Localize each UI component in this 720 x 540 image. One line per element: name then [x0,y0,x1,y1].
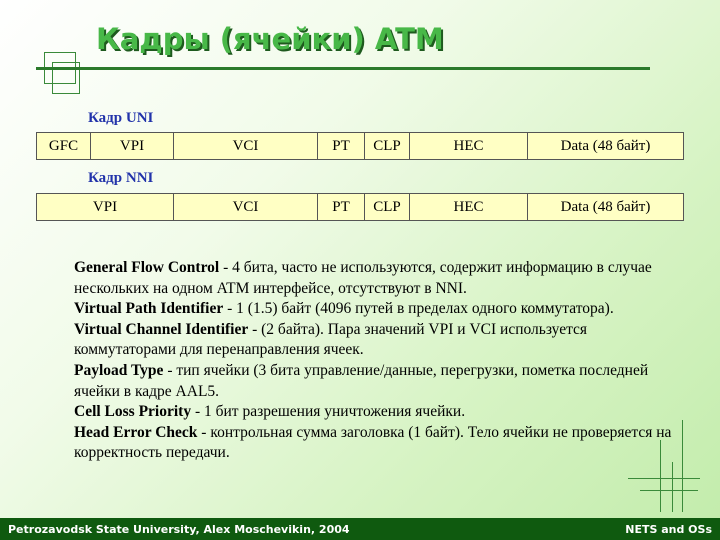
nni-frame-label: Кадр NNI [88,170,154,186]
title-rule [36,67,650,70]
definition-term: Cell Loss Priority [74,403,192,421]
uni-cell-vpi: VPI [91,133,174,159]
definition-pt [74,361,684,402]
definition-gfc [74,258,684,299]
uni-cell-clp: CLP [365,133,410,159]
nni-frame [36,193,684,221]
uni-cell-hec: HEC [410,133,528,159]
deco-line-v2 [672,462,673,512]
deco-line-h1 [628,478,700,479]
nni-cell-vci: VCI [174,194,318,220]
deco-line-v1 [660,440,661,512]
deco-line-h2 [640,490,698,491]
uni-frame-label: Кадр UNI [88,110,154,126]
uni-cell-vci: VCI [174,133,318,159]
definition-text: - 1 бит разрешения уничтожения ячейки. [191,403,466,421]
footer-left: Petrozavodsk State University, Alex Moschevikin, 2004 [8,522,350,536]
footer-right: NETS and OSs [625,522,712,536]
definition-text: - тип ячейки (3 бита управление/данные, перегрузки, пометка последней ячейки в кадре AAL5. [74,361,649,400]
definitions-block [74,258,684,464]
definition-term: General Flow Control [74,259,220,276]
definition-text: - контрольная сумма заголовка (1 байт). Тело ячейки не проверяется на корректность передачи. [74,423,672,462]
nni-cell-data: Data (48 байт) [560,198,651,215]
definition-text: - 4 бита, часто не используются, содержит информацию в случае нескольких на одном ATM интерфейсе, отсутствуют в NNI. [74,259,652,297]
definition-hec [74,423,684,464]
definition-term: Payload Type [74,361,164,379]
definition-clp [74,402,684,423]
uni-cell-data: Data (48 байт) [560,137,651,154]
definition-text: - 1 (1.5) байт (4096 путей в пределах одного коммутатора). [223,300,614,318]
definition-term: Virtual Path Identifier [74,300,224,318]
nni-cell-clp: CLP [365,194,410,220]
definition-term: Virtual Channel Identifier [74,320,249,338]
footer-bar [0,518,720,540]
deco-line-v3 [682,420,683,512]
uni-frame [36,132,684,160]
definition-vci [74,320,684,361]
definition-text: - (2 байта). Пара значений VPI и VCI используется коммутаторами для перенаправления ячеек. [74,320,588,359]
nni-cell-vpi: VPI [37,194,174,220]
definition-vpi [74,299,684,320]
definition-term: Head Error Check [74,423,198,441]
nni-cell-pt: PT [318,194,365,220]
slide-title: Кадры (ячейки) ATM [96,22,444,56]
uni-cell-pt: PT [318,133,365,159]
nni-cell-hec: HEC [410,194,528,220]
uni-cell-gfc: GFC [37,133,91,159]
